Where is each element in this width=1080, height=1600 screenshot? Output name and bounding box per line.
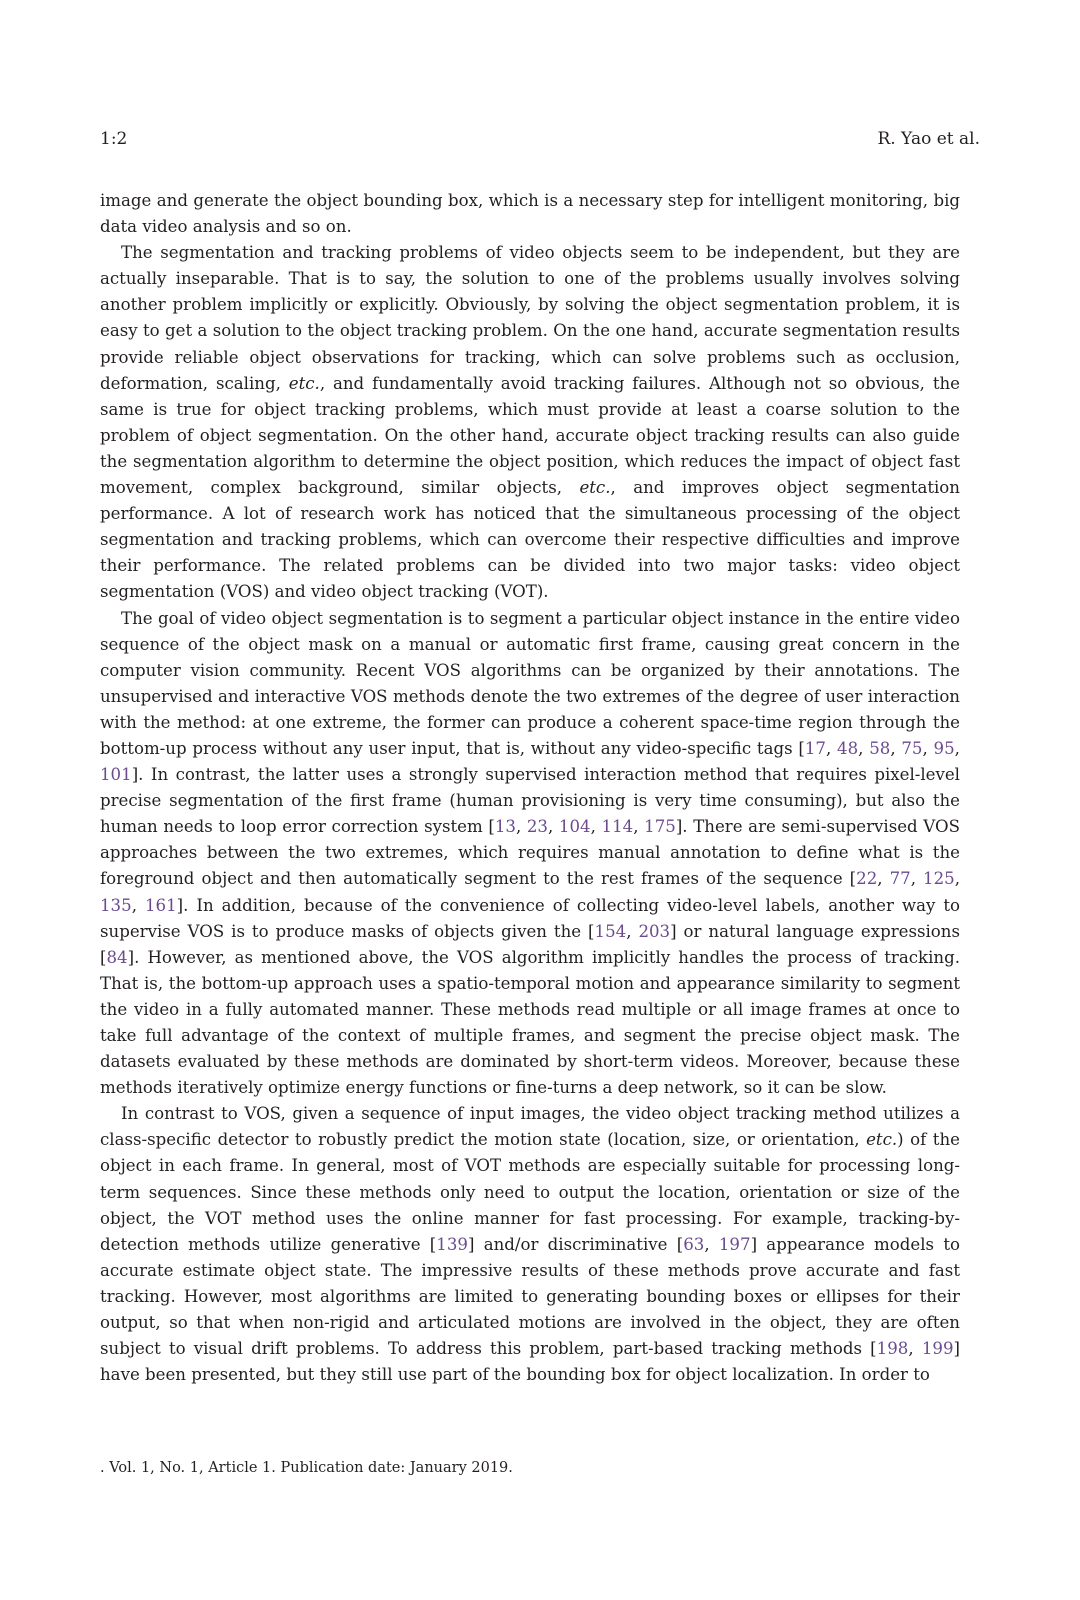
citation-link[interactable]: 63	[683, 1234, 705, 1254]
citation-link[interactable]: 203	[638, 921, 671, 941]
citation-link[interactable]: 198	[876, 1339, 909, 1359]
text-run: ,	[910, 869, 924, 889]
text-run: ]. In addition, because of the convenience of collecting video-level labels, another way to supervise VOS is to produce masks of objects given the [	[100, 895, 960, 941]
text-run: ,	[626, 921, 639, 941]
text-run: ,	[908, 1339, 922, 1359]
text-run: ,	[515, 817, 527, 837]
text-run: ) of the object in each frame. In general, most of VOT methods are especially suitable for processing long-term sequences. Since these methods only need to output the location, orientation or size of the object, the VOT method uses the online manner for fast processing. For example, tracking-by-detection methods utilize generative [	[100, 1130, 960, 1254]
text-run: ,	[858, 738, 870, 758]
paragraph	[100, 1101, 960, 1388]
text-run: ,	[825, 738, 838, 758]
text-run: ,	[954, 869, 960, 889]
citation-link[interactable]: 197	[718, 1234, 751, 1254]
citation-link[interactable]: 22	[856, 869, 878, 889]
citation-link[interactable]: 114	[601, 817, 634, 837]
page-footer: . Vol. 1, No. 1, Article 1. Publication date: January 2019.	[100, 1460, 513, 1476]
text-run: ]. In contrast, the latter uses a strongly supervised interaction method that requires pixel-level precise segmentation of the first frame (human provisioning is very time consuming), but also the human needs to loop error correction system [	[100, 765, 960, 837]
paragraph	[100, 188, 960, 240]
citation-link[interactable]: 139	[436, 1234, 468, 1254]
text-run: ] have been presented, but they still use part of the bounding box for object localization. In order to	[100, 1339, 960, 1385]
text-run: ] or natural language expressions [	[100, 921, 960, 967]
text-run: ,	[922, 738, 934, 758]
text-run: ] appearance models to accurate estimate object state. The impressive results of these methods prove accurate and fast tracking. However, most algorithms are limited to generating bounding boxes or ellipses for their output, so that when non-rigid and articulated motions are involved in the object, they are often subject to visual drift problems. To address this problem, part-based tracking methods [	[100, 1234, 960, 1359]
text-run: The segmentation and tracking problems of video objects seem to be independent, but they are actually inseparable. That is to say, the solution to one of the problems usually involves solving another problem implicitly or explicitly. Obviously, by solving the object segmentation problem, it is easy to get a solution to the object tracking problem. On the one hand, accurate segmentation results provide reliable object observations for tracking, which can solve problems such as occlusion, deformation, scaling,	[100, 243, 960, 393]
citation-link[interactable]: 13	[494, 817, 516, 837]
italic-text: etc.	[866, 1130, 898, 1150]
text-run: ]. There are semi-supervised VOS approaches between the two extremes, which requires manual annotation to define what is the foreground object and then automatically segment to the rest frames of the sequence [	[100, 817, 960, 889]
citation-link[interactable]: 135	[100, 895, 132, 915]
text-run: In contrast to VOS, given a sequence of input images, the video object tracking method utilizes a class-specific detector to robustly predict the motion state (location, size, or orientation,	[100, 1104, 960, 1150]
citation-link[interactable]: 23	[526, 817, 548, 837]
citation-link[interactable]: 75	[901, 738, 923, 758]
citation-link[interactable]: 77	[889, 869, 911, 889]
citation-link[interactable]: 101	[100, 765, 132, 785]
text-run: , and fundamentally avoid tracking failures. Although not so obvious, the same is true for object tracking problems, which must provide at least a coarse solution to the problem of object segmentation. On the other hand, accurate object tracking results can also guide the segmentation algorithm to determine the object position, which reduces the impact of object fast movement, complex background, similar objects,	[100, 373, 960, 498]
text-run: ]. However, as mentioned above, the VOS algorithm implicitly handles the process of tracking. That is, the bottom-up approach uses a spatio-temporal motion and appearance similarity to segment the video in a fully automated manner. These methods read multiple or all image frames at once to take full advantage of the context of multiple frames, and segment the precise object mask. The datasets evaluated by these methods are dominated by short-term videos. Moreover, because these methods iteratively optimize energy functions or fine-turns a deep network, so it can be slow.	[100, 947, 960, 1098]
citation-link[interactable]: 95	[933, 738, 955, 758]
italic-text: etc.	[579, 478, 611, 498]
text-run: image and generate the object bounding box, which is a necessary step for intelligent monitoring, big data video analysis and so on.	[100, 191, 960, 237]
citation-link[interactable]: 199	[921, 1339, 954, 1359]
citation-link[interactable]: 175	[644, 817, 676, 837]
citation-link[interactable]: 161	[144, 895, 177, 915]
text-run: ] and/or discriminative [	[467, 1234, 684, 1254]
paragraph	[100, 606, 960, 1102]
running-authors: R. Yao et al.	[877, 129, 980, 149]
citation-link[interactable]: 154	[594, 921, 627, 941]
text-run: ,	[633, 817, 645, 837]
citation-link[interactable]: 104	[558, 817, 591, 837]
italic-text: etc.	[288, 373, 320, 393]
body-text	[100, 188, 960, 1388]
citation-link[interactable]: 125	[923, 869, 955, 889]
page-number: 1:2	[100, 129, 128, 149]
text-run: ,	[131, 895, 145, 915]
text-run: ,	[548, 817, 559, 837]
text-run: ,	[877, 869, 890, 889]
text-run: ,	[590, 817, 602, 837]
text-run: , and improves object segmentation performance. A lot of research work has noticed that the simultaneous processing of the object segmentation and tracking problems, which can overcome their respective difficulties and improve their performance. The related problems can be divided into two major tasks: video object segmentation (VOS) and video object tracking (VOT).	[100, 478, 960, 602]
text-run: ,	[954, 738, 960, 758]
citation-link[interactable]: 58	[869, 738, 891, 758]
citation-link[interactable]: 17	[804, 738, 826, 758]
paragraph	[100, 240, 960, 605]
citation-link[interactable]: 48	[837, 738, 859, 758]
running-header	[100, 128, 980, 150]
text-run: The goal of video object segmentation is to segment a particular object instance in the entire video sequence of the object mask on a manual or automatic first frame, causing great concern in the computer vision community. Recent VOS algorithms can be organized by their annotations. The unsupervised and interactive VOS methods denote the two extremes of the degree of user interaction with the method: at one extreme, the former can produce a coherent space-time region through the bottom-up process without any user input, that is, without any video-specific tags [	[100, 608, 960, 758]
text-run: ,	[704, 1234, 719, 1254]
text-run: ,	[890, 738, 902, 758]
citation-link[interactable]: 84	[106, 947, 128, 967]
